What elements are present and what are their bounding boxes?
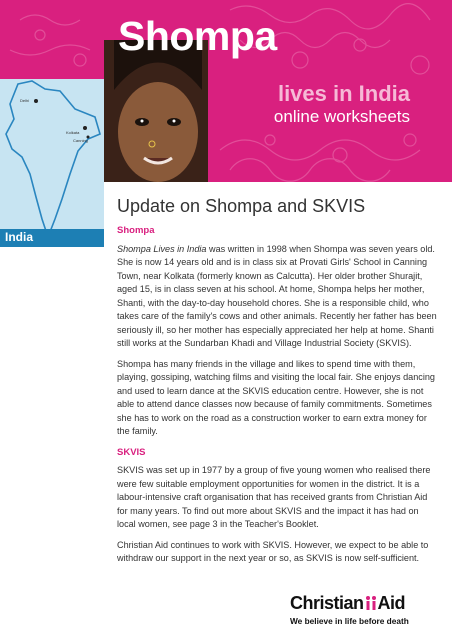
logo-figures-icon	[364, 595, 378, 611]
country-label	[0, 229, 104, 247]
india-outline	[0, 79, 104, 247]
page-subtitle: lives in India	[277, 81, 410, 106]
christian-aid-logo	[290, 593, 440, 633]
logo-tagline: We believe in life before death	[290, 616, 409, 626]
logo-word-2: Aid	[377, 593, 406, 613]
page-subtitle-secondary: online worksheets	[273, 107, 410, 126]
logo-word-1: Christian	[290, 593, 364, 613]
section-title-skvis: SKVIS	[117, 446, 146, 458]
page-title: Shompa	[118, 13, 277, 59]
paragraph	[117, 243, 437, 351]
logo-wordmark	[290, 593, 405, 614]
city-kolkata: Kolkata	[66, 130, 80, 135]
article-body	[117, 224, 437, 573]
section-title-shompa: Shompa	[117, 225, 155, 236]
city-canning: Canning	[73, 138, 88, 143]
paragraph: Shompa has many friends in the village and likes to spend time with them, playing, gossiping, watching films and visiting the local fair. She enjoys dancing and used to learn dance at the SKVIS education centre. However, she is not able to attend dance classes now because of family commitments. Sometimes she has to work on the road as a construction worker to earn extra money for the family.	[117, 358, 435, 436]
child-portrait	[104, 40, 208, 182]
portrait-image	[104, 40, 208, 182]
article-heading: Update on Shompa and SKVIS	[117, 196, 366, 216]
india-map	[0, 79, 104, 247]
city-delhi: Delhi	[20, 98, 30, 103]
book-title: Shompa Lives in India	[117, 243, 207, 254]
paragraph-text: was written in 1998 when Shompa was seven years old. She is now 14 years old and is in class six at Provati Girls' School in Canning Town, near Kolkata (formerly known as Calcutta). Her older brother Shurajit, aged 15, is in class seven at his school. At home, Shompa helps her mother, Shanti, with the day-to-day household chores. She is a responsible child, who takes care of the family's cows and other animals. Recently her father has been seriously ill, so her mother has especially appreciated her help at home. Shanti still works at the Sundarban Khadi and Village Industrial Society (SKVIS).	[117, 243, 437, 348]
paragraph: SKVIS was set up in 1977 by a group of five young women who realised there were few suitable employment opportunities for women in the district. It is a labour-intensive craft organisation that has received grants from Christian Aid for many years. To find out more about SKVIS and the impact it has had on local women, see page 3 in the Teacher's Booklet.	[117, 465, 431, 529]
paragraph: Christian Aid continues to work with SKVIS. However, we expect to be able to withdraw our support in the next year or so, as SKVIS is now self-sufficient.	[117, 539, 429, 563]
country-label-text: India	[5, 230, 34, 244]
